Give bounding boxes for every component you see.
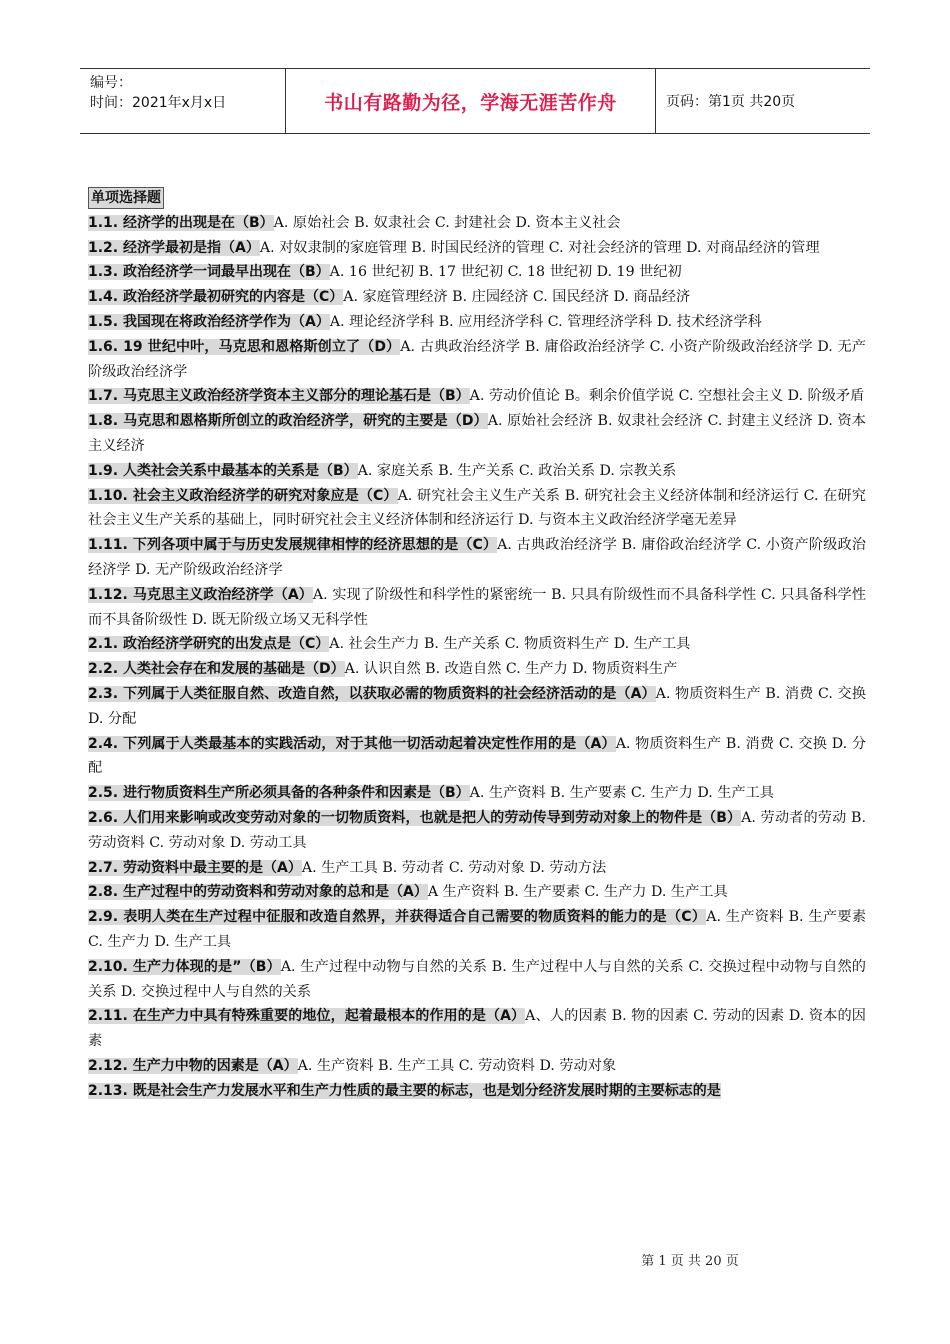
question-answer: A. 劳动者的劳动 B. 劳动资料 C. 劳动对象 D. 劳动工具	[88, 809, 866, 851]
question-stem: 1.4. 政治经济学最初研究的内容是（C）	[88, 289, 344, 306]
header-page-info: 页码：第1页 共20页	[666, 94, 796, 110]
question-answer: A. 家庭管理经济 B. 庄园经济 C. 国民经济 D. 商品经济	[343, 289, 691, 306]
question-answer: A、人的因素 B. 物的因素 C. 劳动的因素 D. 资本的因素	[88, 1008, 866, 1050]
question-answer: A. 理论经济学科 B. 应用经济学科 C. 管理经济学科 D. 技术经济学科	[329, 313, 762, 330]
question-item	[88, 285, 866, 310]
question-stem: 1.11. 下列各项中属于与历史发展规律相悖的经济思想的是（C）	[88, 537, 498, 554]
question-item	[88, 1079, 866, 1104]
question-item	[88, 384, 866, 409]
question-stem: 2.1. 政治经济学研究的出发点是（C）	[88, 636, 330, 653]
question-answer: A. 原始社会经济 B. 奴隶社会经济 C. 封建主义经济 D. 资本主义经济	[88, 413, 866, 454]
question-answer: A. 认识自然 B. 改造自然 C. 生产力 D. 物质资料生产	[344, 661, 678, 678]
section-title: 单项选择题	[88, 187, 164, 209]
question-answer: A. 16 世纪初 B. 17 世纪初 C. 18 世纪初 D. 19 世纪初	[329, 264, 682, 281]
question-stem: 2.7. 劳动资料中最主要的是（A）	[88, 859, 302, 876]
question-answer: A. 生产资料 B. 生产工具 C. 劳动资料 D. 劳动对象	[297, 1057, 617, 1074]
question-item	[88, 211, 866, 236]
question-stem: 1.3. 政治经济学一词最早出现在（B）	[88, 264, 330, 281]
page-header	[80, 68, 870, 134]
question-answer: A. 古典政治经济学 B. 庸俗政治经济学 C. 小资产阶级政治经济学 D. 无产阶级政治经济学	[88, 537, 866, 578]
question-item	[88, 409, 866, 459]
question-item	[88, 335, 866, 385]
question-stem: 1.2. 经济学最初是指（A）	[88, 239, 260, 256]
header-time-label: 时间：2021年x月x日	[90, 95, 227, 111]
question-answer: A. 物质资料生产 B. 消费 C. 交换 D. 分配	[88, 685, 867, 727]
question-answer: A. 劳动价值论 B。剩余价值学说 C. 空想社会主义 D. 阶级矛盾	[469, 388, 865, 405]
question-item	[88, 806, 866, 856]
question-stem: 1.1. 经济学的出现是在（B）	[88, 214, 274, 231]
question-answer: A. 生产资料 B. 生产要素 C. 生产力 D. 生产工具	[88, 909, 867, 950]
question-stem: 1.8. 马克思和恩格斯所创立的政治经济学，研究的主要是（D）	[88, 413, 488, 430]
question-stem: 2.5. 进行物质资料生产所必须具备的各种条件和因素是（B）	[88, 785, 470, 802]
question-item	[88, 1054, 866, 1079]
question-stem: 2.13. 既是社会生产力发展水平和生产力性质的最主要的标志，也是划分经济发展时期的主要标志的是	[88, 1082, 721, 1099]
question-stem: 1.6. 19 世纪中叶，马克思和恩格斯创立了（D）	[88, 338, 401, 355]
question-item	[88, 310, 866, 335]
question-stem: 1.9. 人类社会关系中最基本的关系是（B）	[88, 462, 358, 479]
question-item	[88, 880, 866, 905]
question-item	[88, 732, 866, 782]
question-item	[88, 657, 866, 682]
question-answer: A. 生产工具 B. 劳动者 C. 劳动对象 D. 劳动方法	[301, 859, 607, 876]
question-stem: 1.10. 社会主义政治经济学的研究对象应是（C）	[88, 487, 398, 504]
question-stem: 1.5. 我国现在将政治经济学作为（A）	[88, 313, 330, 330]
question-item	[88, 632, 866, 657]
header-motto: 书山有路勤为径，学海无涯苦作舟	[286, 69, 656, 133]
question-item	[88, 856, 866, 881]
question-item	[88, 583, 866, 633]
question-item	[88, 781, 866, 806]
question-answer: A. 古典政治经济学 B. 庸俗政治经济学 C. 小资产阶级政治经济学 D. 无产阶级政治经济学	[88, 338, 866, 380]
question-answer: A. 原始社会 B. 奴隶社会 C. 封建社会 D. 资本主义社会	[273, 214, 621, 231]
question-answer: A. 物质资料生产 B. 消费 C. 交换 D. 分配	[88, 735, 867, 777]
question-item	[88, 682, 866, 732]
question-item	[88, 955, 866, 1005]
question-item	[88, 533, 866, 583]
question-stem: 2.10. 生产力体现的是”（B）	[88, 958, 281, 975]
question-answer: A 生产资料 B. 生产要素 C. 生产力 D. 生产工具	[427, 884, 728, 901]
question-item	[88, 260, 866, 285]
question-stem: 1.12. 马克思主义政治经济学（A）	[88, 586, 313, 603]
header-number-label: 编号：	[90, 75, 132, 91]
question-stem: 1.7. 马克思主义政治经济学资本主义部分的理论基石是（B）	[88, 388, 470, 405]
question-stem: 2.9. 表明人类在生产过程中征服和改造自然界，并获得适合自己需要的物质资料的能力的是（C）	[88, 909, 707, 926]
question-stem: 2.4. 下列属于人类最基本的实践活动，对于其他一切活动起着决定性作用的是（A）	[88, 735, 616, 752]
question-answer: A. 生产资料 B. 生产要素 C. 生产力 D. 生产工具	[469, 785, 774, 802]
question-item	[88, 1004, 866, 1054]
question-answer: A. 家庭关系 B. 生产关系 C. 政治关系 D. 宗教关系	[357, 462, 677, 479]
question-stem: 2.2. 人类社会存在和发展的基础是（D）	[88, 661, 345, 678]
question-stem: 2.6. 人们用来影响或改变劳动对象的一切物质资料，也就是把人的劳动传导到劳动对象上的物件是（B）	[88, 809, 742, 826]
question-answer: A. 研究社会主义生产关系 B. 研究社会主义经济体制和经济运行 C. 在研究社会主义生产关系的基础上，同时研究社会主义经济体制和经济运行 D. 与资本主义政治经济学毫无差异	[88, 487, 866, 529]
document-body	[88, 186, 866, 1103]
page-footer: 第 1 页 共 20 页	[641, 1254, 739, 1269]
question-stem: 2.11. 在生产力中具有特殊重要的地位，起着最根本的作用的是（A）	[88, 1008, 526, 1025]
question-item	[88, 459, 866, 484]
question-stem: 2.8. 生产过程中的劳动资料和劳动对象的总和是（A）	[88, 884, 428, 901]
question-item	[88, 905, 866, 955]
header-meta	[80, 69, 286, 133]
question-answer: A. 生产过程中动物与自然的关系 B. 生产过程中人与自然的关系 C. 交换过程中动物与自然的关系 D. 交换过程中人与自然的关系	[88, 958, 866, 1000]
question-list	[88, 211, 866, 1104]
question-item	[88, 484, 866, 534]
question-answer: A. 社会生产力 B. 生产关系 C. 物质资料生产 D. 生产工具	[329, 636, 691, 653]
question-stem: 2.12. 生产力中物的因素是（A）	[88, 1057, 298, 1074]
question-answer: A. 对奴隶制的家庭管理 B. 时国民经济的管理 C. 对社会经济的管理 D. 对商品经济的管理	[259, 239, 820, 256]
question-item	[88, 236, 866, 261]
question-answer: A. 实现了阶级性和科学性的紧密统一 B. 只具有阶级性而不具备科学性 C. 只具备科学性而不具备阶级性 D. 既无阶级立场又无科学性	[88, 586, 866, 628]
question-stem: 2.3. 下列属于人类征服自然、改造自然，以获取必需的物质资料的社会经济活动的是（A）	[88, 685, 656, 702]
